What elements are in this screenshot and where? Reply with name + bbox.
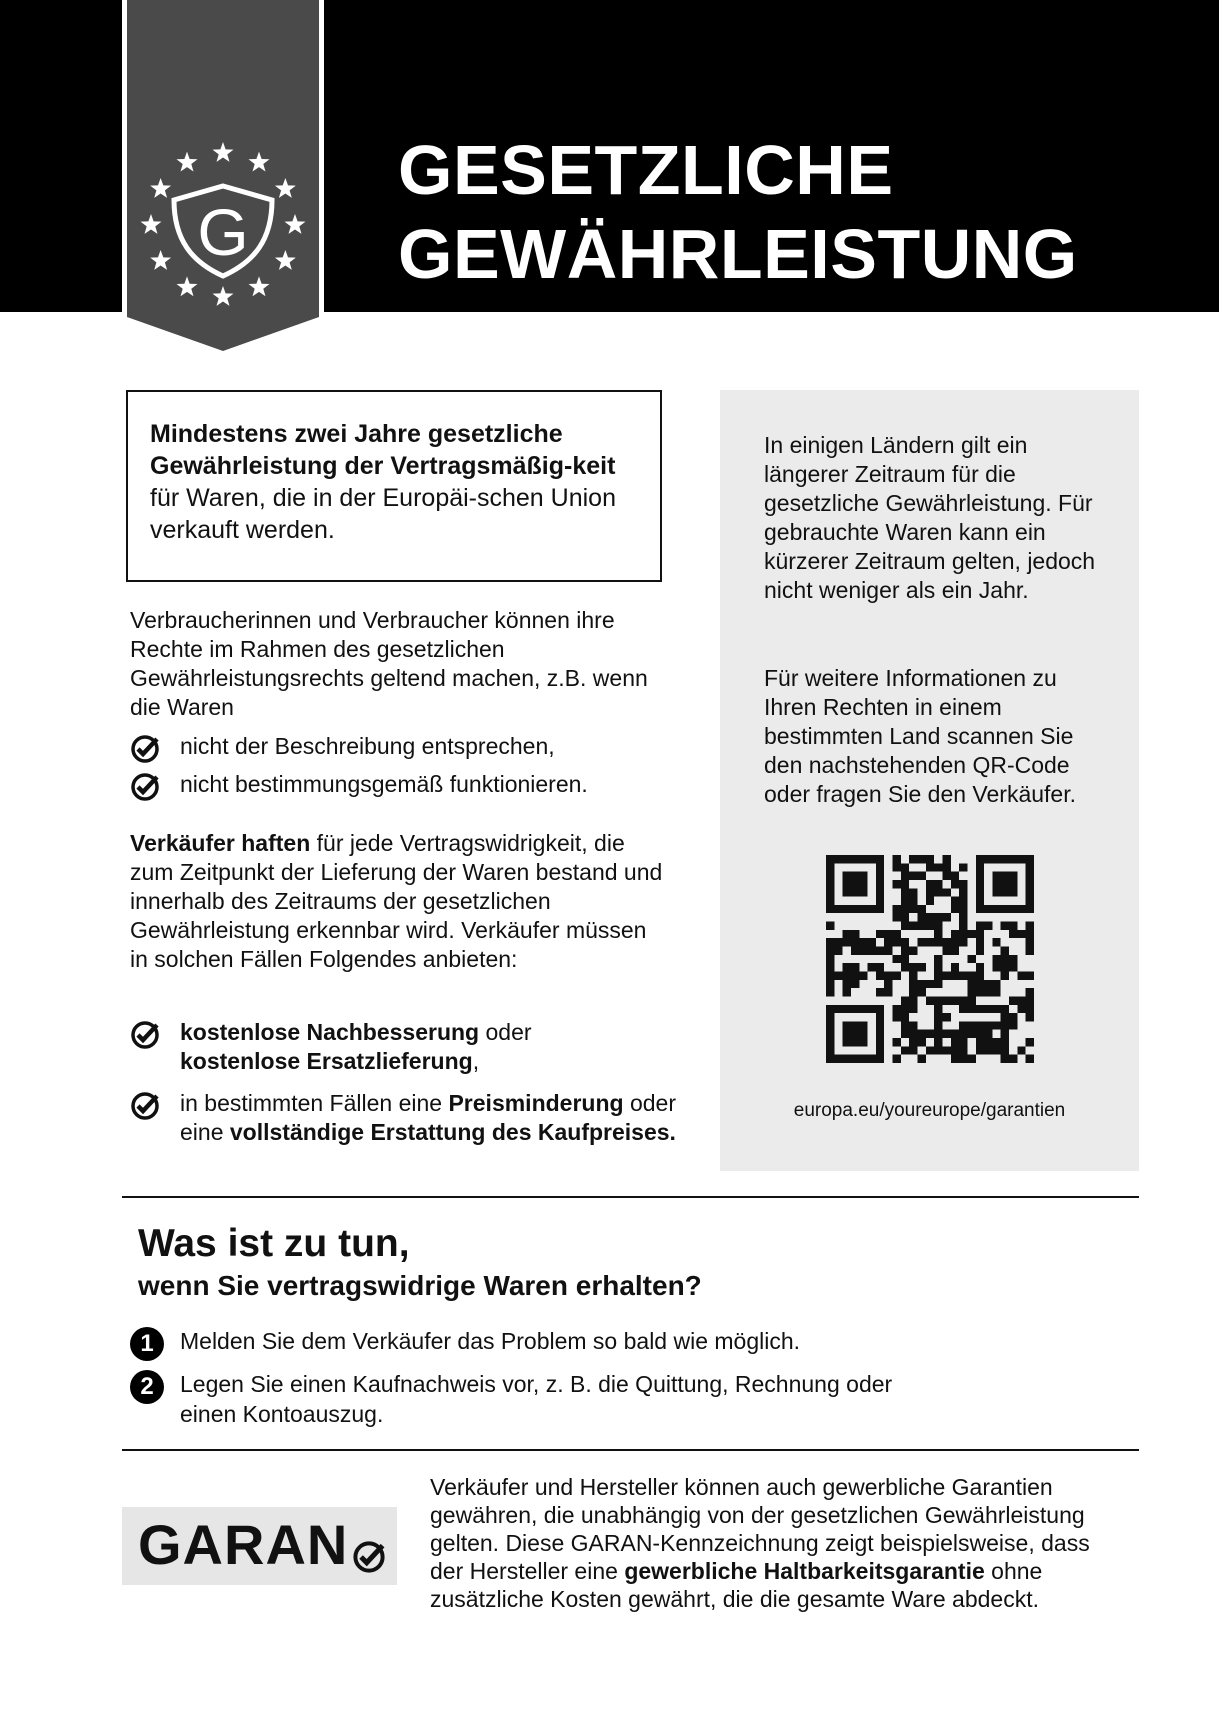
garan-label: GARAN [138, 1513, 349, 1576]
europa-url[interactable]: europa.eu/youreurope/garantien [793, 1100, 1066, 1121]
sidebar-paragraph-1: In einigen Ländern gilt ein längerer Zeitraum für die gesetzliche Gewährleistung. Für gebrauchte Waren kann ein kürzerer Zeitraum gelten, jedoch nicht weniger als ein Jahr. [764, 432, 1096, 603]
garan-paragraph [430, 1473, 1110, 1613]
garan-bold: gewerbliche Haltbarkeitsgarantie [624, 1558, 985, 1584]
check-circle-icon [130, 734, 160, 764]
garan-text-a: Verkäufer und Hersteller können auch gewerbliche Garantien gewähren, die unabhängig von der gesetzlichen Gewährleistung gelten. Diese GARAN-Kennzeichnung zeigt beispielsweise, dass der Hersteller eine [430, 1474, 1090, 1584]
intro-text: für Waren, die in der Europäi-schen Union verkauft werden. [150, 484, 616, 544]
step-1-text: Melden Sie dem Verkäufer das Problem so bald wie möglich. [180, 1328, 801, 1354]
rights-item-2: nicht bestimmungsgemäß funktionieren. [180, 771, 588, 797]
step-2-text: Legen Sie einen Kaufnachweis vor, z. B. die Quittung, Rechnung oder einen Kontoauszug. [180, 1371, 893, 1427]
divider [122, 1196, 1139, 1198]
intro-box [126, 390, 662, 582]
todo-subheading: wenn Sie vertragswidrige Waren erhalten? [138, 1270, 702, 1301]
liability-paragraph [130, 829, 670, 974]
garan-text-b: ohne zusätzliche Kosten gewährt, die die gesamte Ware abdeckt. [430, 1558, 1043, 1612]
remedy-item-2 [180, 1089, 680, 1147]
check-circle-icon [130, 1091, 160, 1121]
check-circle-icon [352, 1540, 386, 1574]
liability-bold: Verkäufer haften [130, 830, 311, 856]
todo-heading: Was ist zu tun, [138, 1222, 410, 1265]
divider [122, 1449, 1139, 1451]
badge-letter: G [197, 195, 249, 269]
remedy-1-text-b: , [472, 1048, 480, 1074]
remedy-1-text-a: oder [479, 1019, 532, 1045]
check-circle-icon [130, 772, 160, 802]
remedy-1-bold-b: kostenlose Ersatzlieferung [180, 1048, 473, 1074]
qr-code-icon[interactable] [826, 855, 1034, 1063]
check-circle-icon [130, 1020, 160, 1050]
intro-bold: Mindestens zwei Jahre gesetzliche Gewährleistung der Vertragsmäßig-keit [150, 420, 616, 480]
title-line-2: GEWÄHRLEISTUNG [398, 215, 1078, 293]
step-number-1-icon: 1 [130, 1327, 164, 1361]
sidebar-paragraph-2: Für weitere Informationen zu Ihren Rechten in einem bestimmten Land scannen Sie den nachstehenden QR-Code oder fragen Sie den Verkäufer. [764, 665, 1076, 807]
remedy-2-text-a: in bestimmten Fällen eine [180, 1090, 449, 1116]
rights-paragraph: Verbraucherinnen und Verbraucher können ihre Rechte im Rahmen des gesetzlichen Gewährleistungsrechts geltend machen, z.B. wenn die Waren [130, 607, 648, 720]
remedy-2-bold-b: vollständige Erstattung des Kaufpreises. [229, 1119, 676, 1145]
remedy-1-bold-a: kostenlose Nachbesserung [180, 1019, 480, 1045]
rights-item-1: nicht der Beschreibung entsprechen, [180, 733, 555, 759]
remedy-item-1 [180, 1018, 650, 1076]
page-title [398, 128, 1078, 296]
step-number-2-icon: 2 [130, 1370, 164, 1404]
eu-guarantee-badge-icon [122, 0, 324, 358]
remedy-2-text-b: oder eine [180, 1090, 677, 1145]
title-line-1: GESETZLICHE [398, 131, 894, 209]
remedy-2-bold-a: Preisminderung [448, 1090, 624, 1116]
liability-text: für jede Vertragswidrigkeit, die zum Zeitpunkt der Lieferung der Waren bestand und innerhalb des Zeitraums der gesetzlichen Gewährleistung erkennbar wird. Verkäufer müssen in solchen Fällen Folgendes anbieten: [130, 830, 663, 972]
